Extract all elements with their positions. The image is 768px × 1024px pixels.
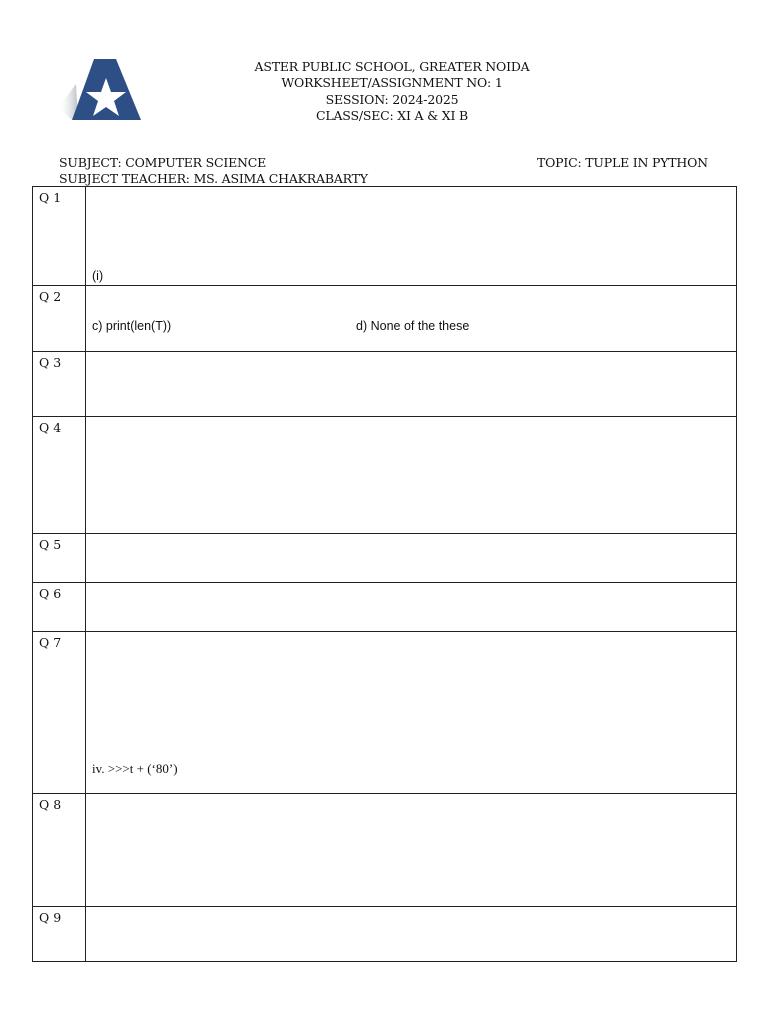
question-content (86, 286, 737, 352)
question-number: Q 5 (33, 534, 86, 583)
question-content (86, 187, 737, 286)
question-row (33, 187, 737, 286)
question-number: Q 8 (33, 794, 86, 907)
question-row (33, 632, 737, 794)
question-number: Q 2 (33, 286, 86, 352)
question-row (33, 583, 737, 632)
question-content (86, 417, 737, 534)
question-number: Q 4 (33, 417, 86, 534)
question-row (33, 534, 737, 583)
question-content (86, 352, 737, 417)
question-row (33, 352, 737, 417)
question-content (86, 632, 737, 794)
question-number: Q 3 (33, 352, 86, 417)
question-row (33, 417, 737, 534)
question-number: Q 6 (33, 583, 86, 632)
question-row (33, 794, 737, 907)
topic: TOPIC: TUPLE IN PYTHON (537, 155, 708, 170)
subject: SUBJECT: COMPUTER SCIENCE (59, 155, 267, 170)
school-name: ASTER PUBLIC SCHOOL, GREATER NOIDA (254, 59, 530, 74)
option-c: c) print(len(T)) (92, 319, 172, 333)
question-row (33, 286, 737, 352)
question-table (32, 186, 737, 962)
option-text: (i) (92, 269, 104, 283)
option-text: iv. >>>t + (‘80’) (92, 761, 178, 776)
question-content (86, 583, 737, 632)
question-number: Q 9 (33, 907, 86, 962)
question-content (86, 907, 737, 962)
subject-teacher: SUBJECT TEACHER: MS. ASIMA CHAKRABARTY (59, 171, 368, 186)
session: SESSION: 2024-2025 (325, 91, 459, 107)
school-logo (54, 56, 146, 124)
question-content (86, 794, 737, 907)
question-row (33, 907, 737, 962)
option-d: d) None of the these (356, 319, 470, 333)
class-section: CLASS/SEC: XI A & XI B (316, 107, 468, 123)
subject-info (59, 155, 368, 187)
question-number: Q 1 (33, 187, 86, 286)
question-number: Q 7 (33, 632, 86, 794)
worksheet-number: WORKSHEET/ASSIGNMENT NO: 1 (281, 75, 503, 91)
question-content (86, 534, 737, 583)
document-header (200, 59, 584, 124)
